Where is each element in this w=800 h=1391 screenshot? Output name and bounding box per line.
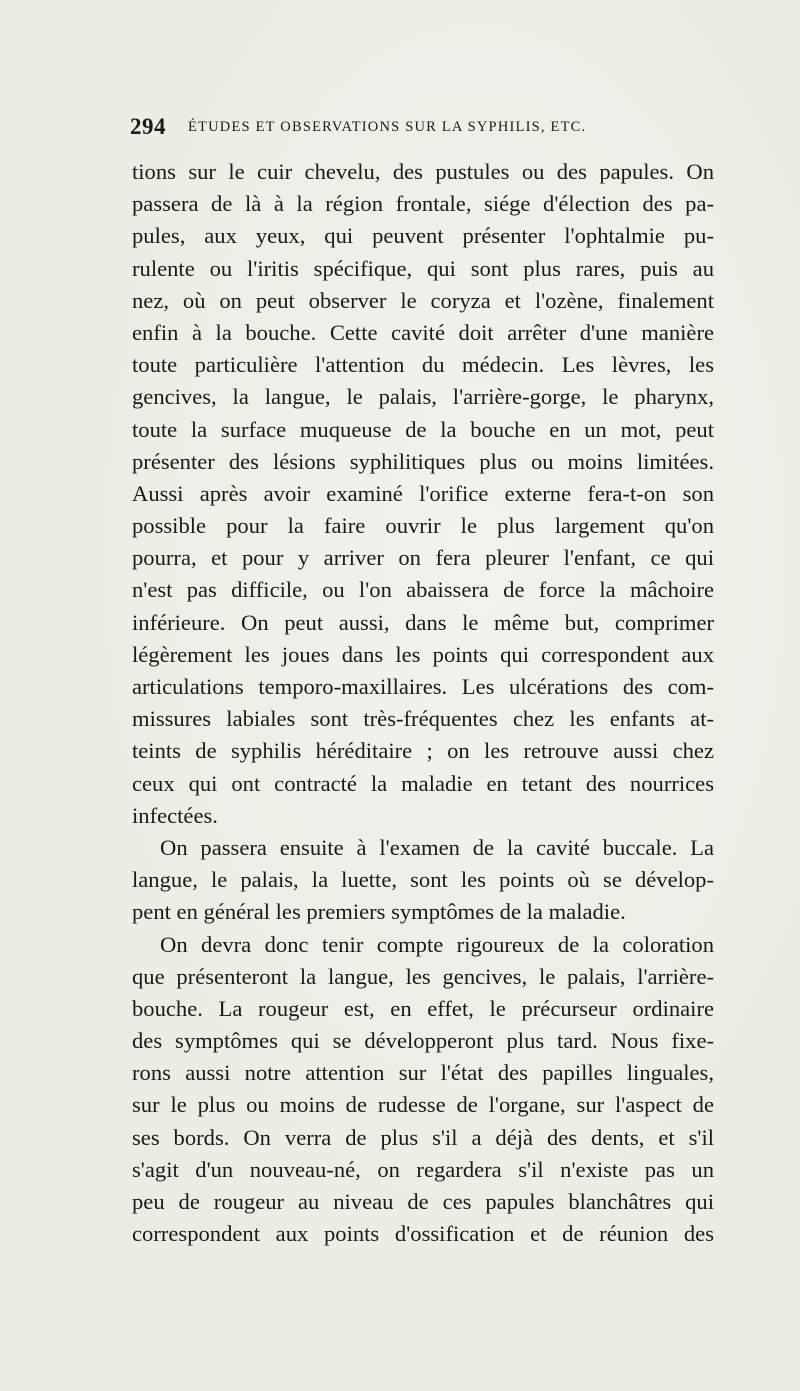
text-line: passera de là à la région frontale, siége d'élection des pa- bbox=[132, 191, 714, 217]
text-line: Aussi après avoir examiné l'orifice externe fera-t-on son bbox=[132, 480, 714, 506]
text-line: présenter des lésions syphilitiques plus ou moins limitées. bbox=[132, 448, 714, 474]
text-line: des symptômes qui se développeront plus tard. Nous fixe- bbox=[132, 1028, 714, 1054]
text-line: rulente ou l'iritis spécifique, qui sont plus rares, puis au bbox=[132, 255, 714, 281]
text-line: teints de syphilis héréditaire ; on les retrouve aussi chez bbox=[132, 738, 714, 764]
text-line: articulations temporo-maxillaires. Les ulcérations des com- bbox=[132, 674, 714, 699]
text-line: bouche. La rougeur est, en effet, le précurseur ordinaire bbox=[132, 995, 714, 1021]
paragraph-end-line: pent en général les premiers symptômes de la maladie. bbox=[132, 899, 626, 925]
running-head: ÉTUDES ET OBSERVATIONS SUR LA SYPHILIS, ETC. bbox=[188, 119, 587, 135]
text-line: n'est pas difficile, ou l'on abaissera de force la mâchoire bbox=[132, 577, 714, 603]
paragraph-start-line: On passera ensuite à l'examen de la cavité buccale. La bbox=[160, 834, 714, 860]
text-line: ceux qui ont contracté la maladie en tetant des nourrices bbox=[132, 770, 714, 796]
text-line: toute particulière l'attention du médecin. Les lèvres, les bbox=[132, 352, 714, 378]
text-line: pules, aux yeux, qui peuvent présenter l'ophtalmie pu- bbox=[132, 223, 714, 249]
text-line: nez, où on peut observer le coryza et l'ozène, finalement bbox=[132, 287, 714, 313]
text-line: gencives, la langue, le palais, l'arrière-gorge, le pharynx, bbox=[132, 384, 714, 410]
text-line: pourra, et pour y arriver on fera pleurer l'enfant, ce qui bbox=[132, 545, 714, 571]
text-line: tions sur le cuir chevelu, des pustules ou des papules. On bbox=[132, 159, 714, 184]
text-line: ses bords. On verra de plus s'il a déjà des dents, et s'il bbox=[132, 1124, 714, 1150]
text-line: rons aussi notre attention sur l'état des papilles linguales, bbox=[132, 1060, 714, 1086]
page-header bbox=[130, 114, 690, 144]
text-line: langue, le palais, la luette, sont les points où se dévelop- bbox=[132, 867, 714, 893]
text-line: possible pour la faire ouvrir le plus largement qu'on bbox=[132, 513, 714, 539]
paragraph-end-line: infectées. bbox=[132, 802, 218, 828]
text-line: toute la surface muqueuse de la bouche en un mot, peut bbox=[132, 416, 714, 442]
text-line: missures labiales sont très-fréquentes chez les enfants at- bbox=[132, 706, 714, 732]
text-line: s'agit d'un nouveau-né, on regardera s'il n'existe pas un bbox=[132, 1156, 714, 1182]
text-line: sur le plus ou moins de rudesse de l'organe, sur l'aspect de bbox=[132, 1092, 714, 1118]
body-text bbox=[132, 156, 714, 1250]
page-number: 294 bbox=[130, 114, 166, 139]
paragraph-start-line: On devra donc tenir compte rigoureux de la coloration bbox=[160, 931, 714, 957]
text-line: inférieure. On peut aussi, dans le même but, comprimer bbox=[132, 609, 714, 635]
text-line: que présenteront la langue, les gencives, le palais, l'arrière- bbox=[132, 963, 714, 989]
text-line: peu de rougeur au niveau de ces papules blanchâtres qui bbox=[132, 1189, 714, 1214]
text-line: enfin à la bouche. Cette cavité doit arrêter d'une manière bbox=[132, 319, 714, 345]
text-line: correspondent aux points d'ossification et de réunion des bbox=[132, 1221, 714, 1247]
text-line: légèrement les joues dans les points qui correspondent aux bbox=[132, 641, 714, 667]
